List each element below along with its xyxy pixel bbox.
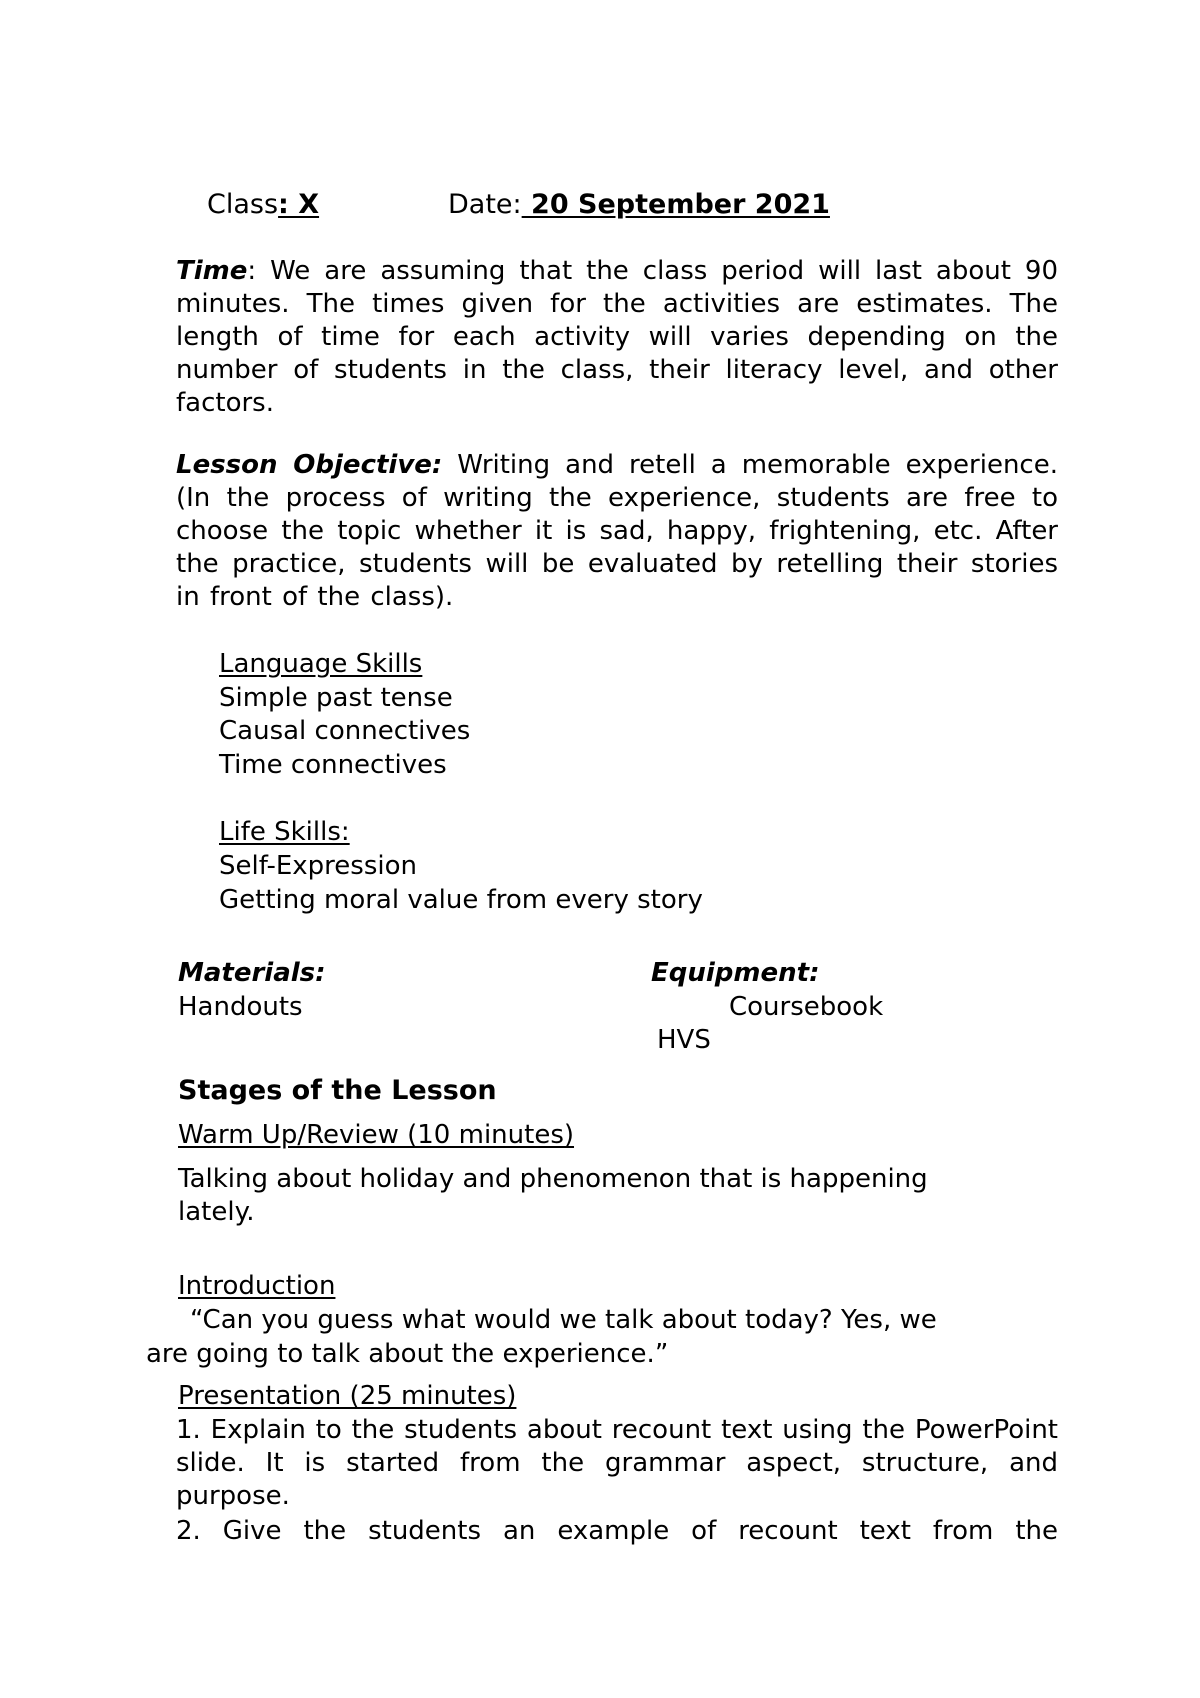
objective-paragraph xyxy=(176,449,1058,614)
equipment-heading: Equipment: xyxy=(651,958,820,988)
introduction-quote-line: “Can you guess what would we talk about today? Yes, we xyxy=(190,1305,937,1335)
equipment-item: HVS xyxy=(657,1025,711,1055)
warm-up-heading: Warm Up/Review (10 minutes) xyxy=(178,1120,575,1150)
materials-item: Handouts xyxy=(178,992,303,1022)
equipment-item: Coursebook xyxy=(729,992,884,1022)
introduction-quote-line: are going to talk about the experience.” xyxy=(146,1339,669,1369)
objective-text: Writing and retell a memorable experience. (In the process of writing the experience, students are free to choose the topic whether it is sad, happy, frightening, etc. After the practice, students will be evaluated by retelling their stories in front of the class). xyxy=(176,450,1058,612)
language-skills-heading: Language Skills xyxy=(219,649,423,679)
date-value: 20 September 2021 xyxy=(521,189,830,220)
class-value: : X xyxy=(278,189,320,220)
language-skill-item: Simple past tense xyxy=(219,683,453,713)
date-label: Date: xyxy=(448,189,522,220)
materials-heading: Materials: xyxy=(178,958,326,988)
introduction-heading: Introduction xyxy=(178,1271,336,1301)
date-field xyxy=(448,188,830,221)
warm-up-text-line: lately. xyxy=(178,1197,255,1227)
time-text: : We are assuming that the class period will last about 90 minutes. The times given for the activities are estimates. The length of time for each activity will varies depending on the number of students in the class, their literacy level, and other factors. xyxy=(176,256,1058,418)
language-skill-item: Time connectives xyxy=(219,750,447,780)
presentation-step-2: 2. Give the students an example of recount text from the xyxy=(176,1516,1058,1546)
class-label: Class xyxy=(207,189,279,220)
presentation-heading: Presentation (25 minutes) xyxy=(178,1381,517,1411)
presentation-step-1: 1. Explain to the students about recount text using the PowerPoint slide. It is started from the grammar aspect, structure, and purpose. xyxy=(176,1415,1058,1511)
life-skills-heading: Life Skills: xyxy=(219,817,350,847)
objective-label: Lesson Objective: xyxy=(176,450,443,480)
language-skill-item: Causal connectives xyxy=(219,716,471,746)
class-field xyxy=(207,188,319,221)
time-paragraph xyxy=(176,255,1058,420)
life-skill-item: Self-Expression xyxy=(219,851,417,881)
time-label: Time xyxy=(176,256,248,286)
life-skill-item: Getting moral value from every story xyxy=(219,885,703,915)
stages-heading: Stages of the Lesson xyxy=(178,1075,497,1106)
warm-up-text-line: Talking about holiday and phenomenon that is happening xyxy=(178,1164,928,1194)
